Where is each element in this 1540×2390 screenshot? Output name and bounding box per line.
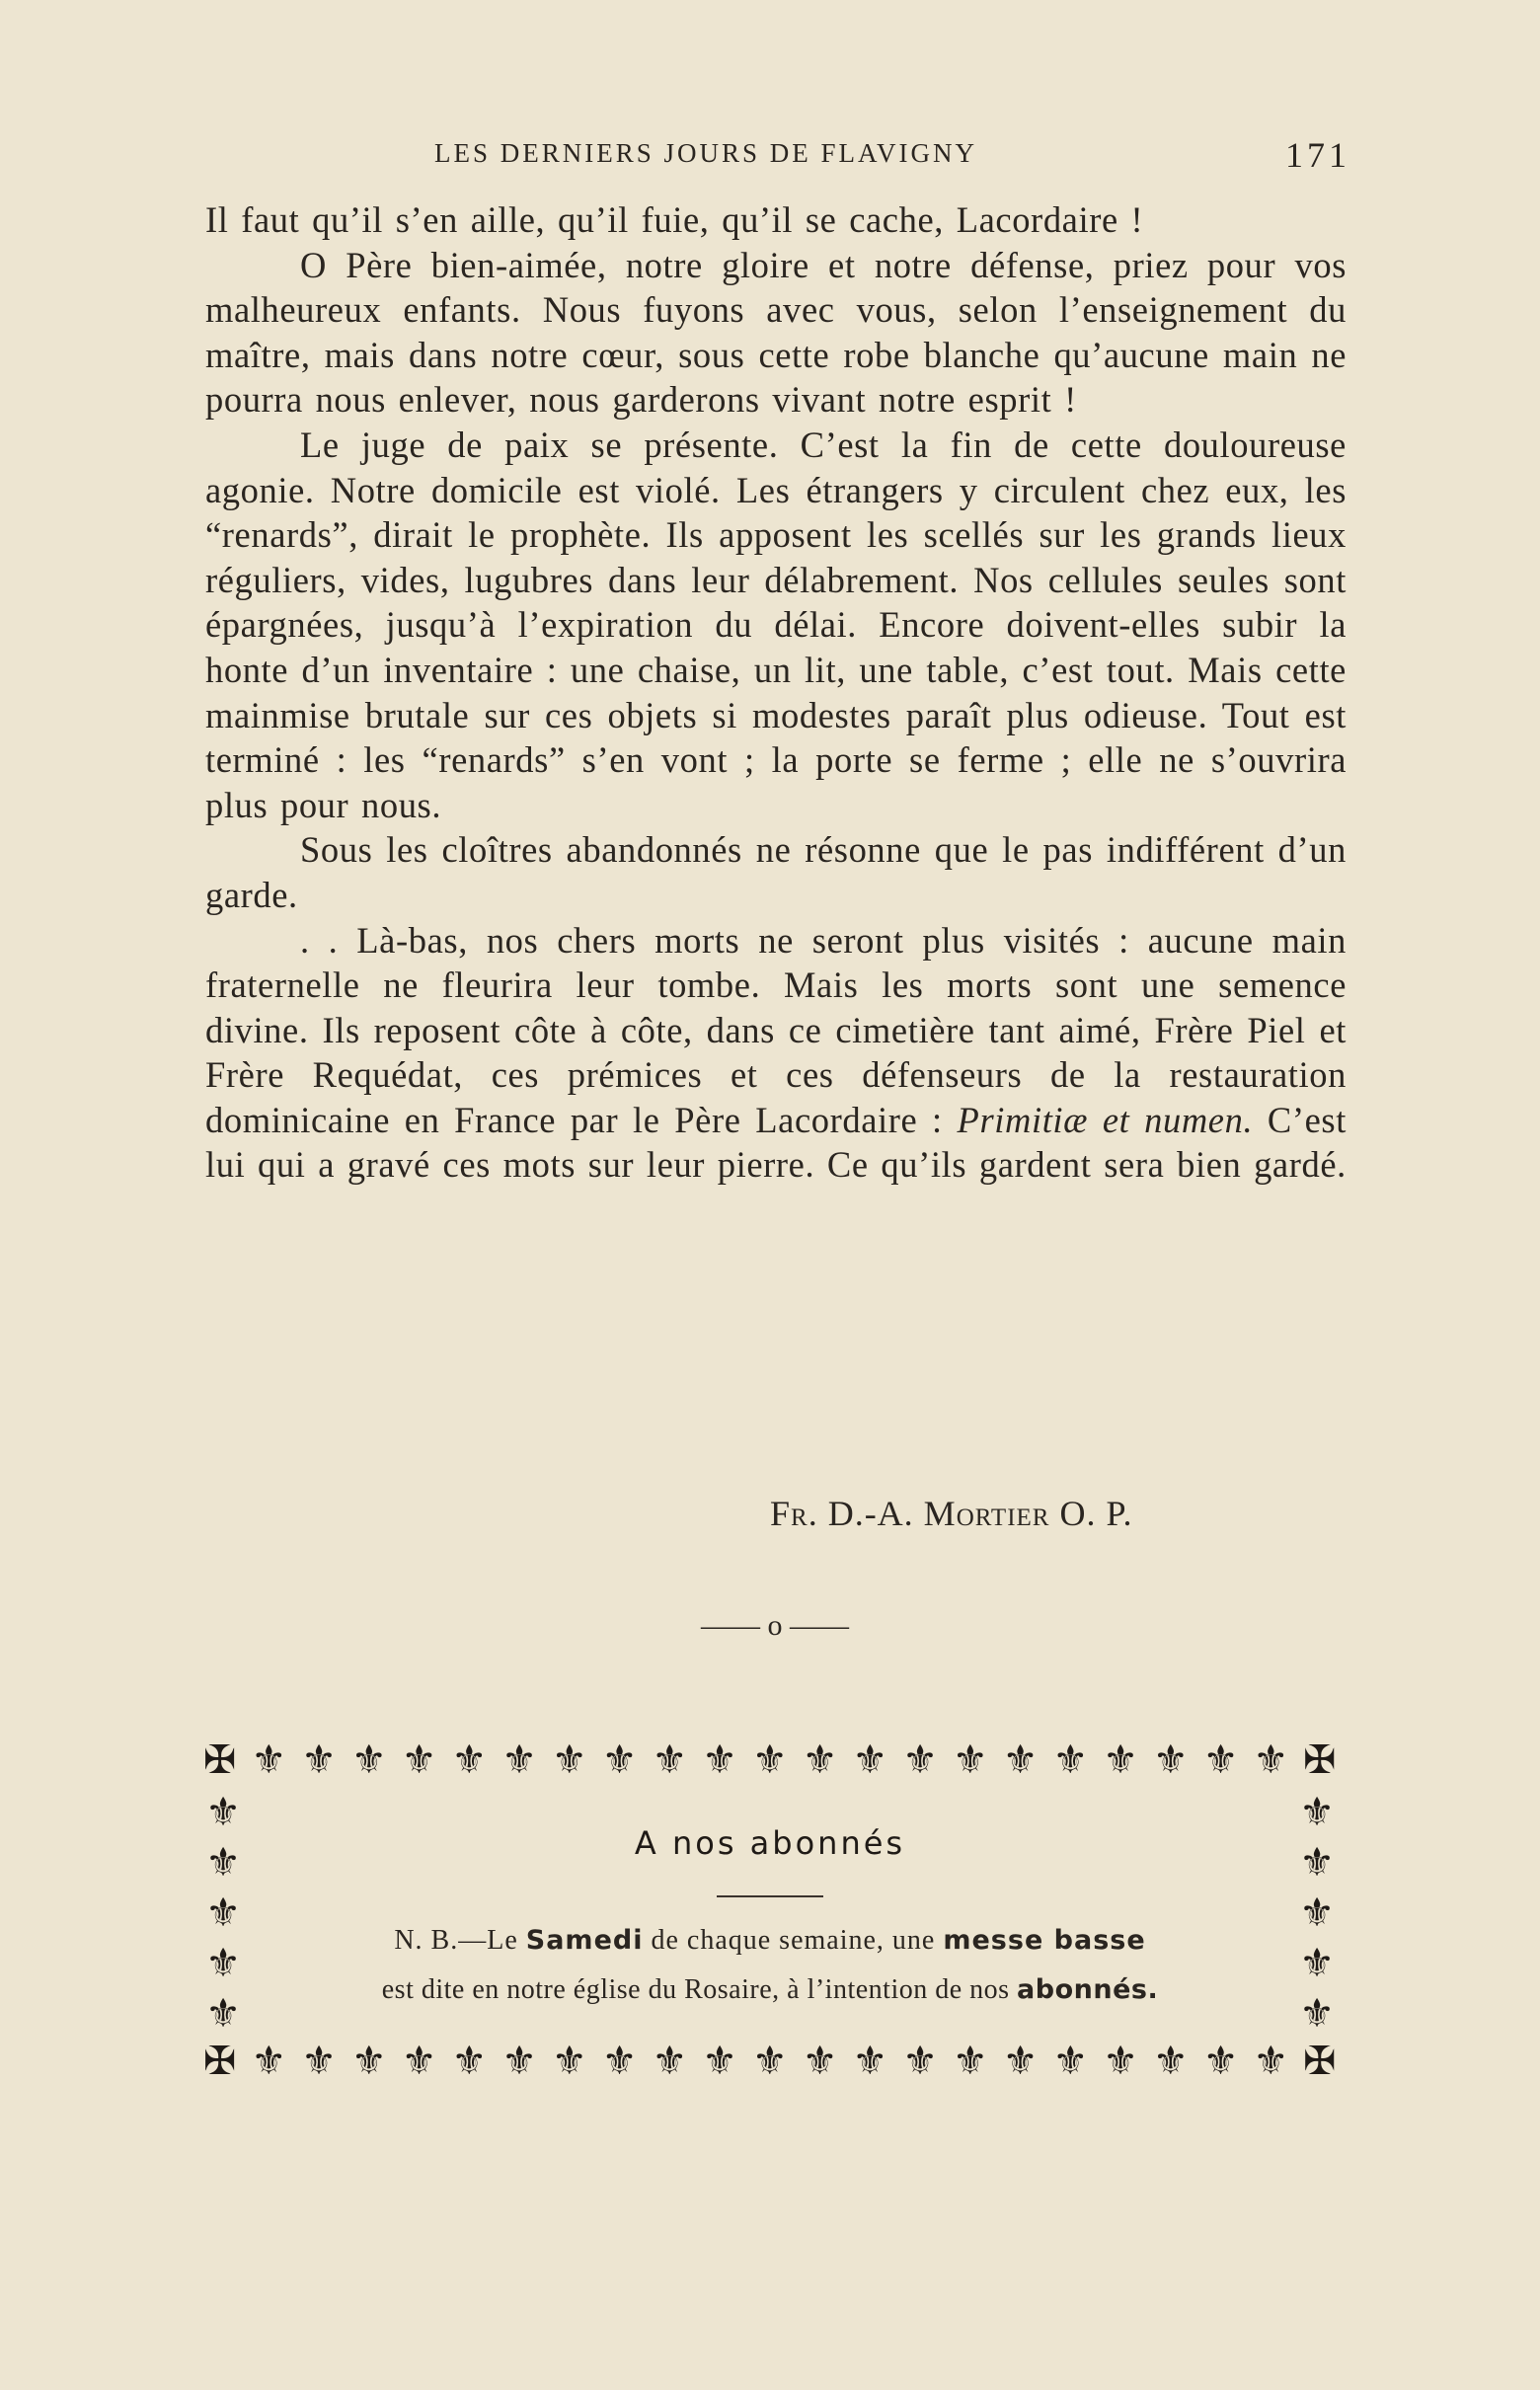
fleur-de-lis-icon: ⚜ xyxy=(1202,1737,1239,1783)
paragraph-1: Il faut qu’il s’en aille, qu’il fuie, qu’il se cache, Lacordaire ! xyxy=(205,199,1144,240)
fleur-de-lis-icon: ⚜ xyxy=(1299,1940,1335,1986)
fleur-de-lis-icon: ⚜ xyxy=(852,2039,888,2084)
fleur-de-lis-icon: ⚜ xyxy=(451,1737,488,1783)
running-head xyxy=(205,135,1350,175)
subscriber-notice xyxy=(203,1737,1337,2088)
fleur-de-lis-icon: ⚜ xyxy=(205,1839,241,1886)
latin-motto: Primitiæ et numen. xyxy=(957,1099,1254,1140)
fleur-de-lis-icon: ⚜ xyxy=(551,2039,587,2084)
fleur-de-lis-icon: ⚜ xyxy=(751,1737,788,1783)
fleur-de-lis-icon: ⚜ xyxy=(601,1737,638,1783)
fleur-de-lis-icon: ⚜ xyxy=(1052,2039,1089,2084)
fleur-de-lis-icon: ⚜ xyxy=(205,1889,241,1936)
nb-label: N. B.—Le xyxy=(394,1925,526,1956)
fleur-de-lis-icon: ⚜ xyxy=(251,2039,287,2084)
notice-divider xyxy=(717,1895,823,1897)
ornament-border-bottom xyxy=(203,2039,1337,2088)
fleur-de-lis-icon: ⚜ xyxy=(205,1990,241,2037)
fleur-de-lis-icon: ⚜ xyxy=(451,2039,488,2084)
fleur-de-lis-icon: ⚜ xyxy=(1253,1737,1289,1783)
notice-title: A nos abonnés xyxy=(634,1824,906,1862)
notice-line-2-text: est dite en notre église du Rosaire, à l’intention de nos xyxy=(381,1974,1018,2005)
fleur-de-lis-icon: ⚜ xyxy=(1299,1990,1335,2037)
paragraph-2: O Père bien-aimée, notre gloire et notre défense, priez pour vos malheureux enfants. Nous fuyons avec vous, selon l’enseignement du maître, mais dans notre cœur, sous cette robe blanche qu’aucune main ne pourra nous enlever, nous garderons vivant notre esprit ! xyxy=(205,244,1347,421)
fleur-de-lis-icon: ⚜ xyxy=(501,1737,538,1783)
fleur-de-lis-icon: ⚜ xyxy=(1152,1737,1189,1783)
corner-ornament-icon: ✠ xyxy=(1303,1737,1337,1783)
fleur-de-lis-icon: ⚜ xyxy=(1002,1737,1039,1783)
fleur-de-lis-icon: ⚜ xyxy=(702,1737,738,1783)
corner-ornament-icon: ✠ xyxy=(203,2039,237,2084)
fleur-de-lis-icon: ⚜ xyxy=(301,1737,338,1783)
fleur-de-lis-icon: ⚜ xyxy=(952,1737,988,1783)
corner-ornament-icon: ✠ xyxy=(203,1737,237,1783)
fleur-de-lis-icon: ⚜ xyxy=(301,2039,338,2084)
fleur-de-lis-icon: ⚜ xyxy=(601,2039,638,2084)
author-signature: Fr. D.-A. Mortier O. P. xyxy=(770,1494,1133,1533)
paragraph-5-end: C’est lui qui a gravé ces mots sur leur pierre. Ce qu’ils gardent sera bien gardé. xyxy=(205,1099,1347,1186)
notice-line-2 xyxy=(263,1974,1277,2006)
fleur-de-lis-icon: ⚜ xyxy=(401,1737,437,1783)
fleur-de-lis-icon: ⚜ xyxy=(802,2039,838,2084)
fleur-de-lis-icon: ⚜ xyxy=(1299,1889,1335,1936)
messe-basse-bold: messe basse xyxy=(943,1925,1146,1956)
fleur-de-lis-icon: ⚜ xyxy=(1103,1737,1139,1783)
abonnes-bold: abonnés. xyxy=(1017,1974,1159,2005)
fleur-de-lis-icon: ⚜ xyxy=(401,2039,437,2084)
page-number: 171 xyxy=(1285,135,1350,175)
fleur-de-lis-icon: ⚜ xyxy=(1103,2039,1139,2084)
fleur-de-lis-icon: ⚜ xyxy=(205,1789,241,1835)
notice-line-1 xyxy=(282,1925,1258,1957)
fleur-de-lis-icon: ⚜ xyxy=(1152,2039,1189,2084)
fleur-de-lis-icon: ⚜ xyxy=(205,1940,241,1986)
fleur-de-lis-icon: ⚜ xyxy=(1202,2039,1239,2084)
corner-ornament-icon: ✠ xyxy=(1303,2039,1337,2084)
fleur-de-lis-icon: ⚜ xyxy=(652,1737,688,1783)
fleur-de-lis-icon: ⚜ xyxy=(1299,1789,1335,1835)
fleur-de-lis-icon: ⚜ xyxy=(802,1737,838,1783)
fleur-de-lis-icon: ⚜ xyxy=(251,1737,287,1783)
fleur-de-lis-icon: ⚜ xyxy=(501,2039,538,2084)
fleur-de-lis-icon: ⚜ xyxy=(1052,1737,1089,1783)
section-separator: —— o —— xyxy=(701,1609,849,1642)
fleur-de-lis-icon: ⚜ xyxy=(350,1737,387,1783)
fleur-de-lis-icon: ⚜ xyxy=(1299,1839,1335,1886)
body-text xyxy=(205,197,1347,1188)
fleur-de-lis-icon: ⚜ xyxy=(852,1737,888,1783)
fleur-de-lis-icon: ⚜ xyxy=(350,2039,387,2084)
fleur-de-lis-icon: ⚜ xyxy=(551,1737,587,1783)
fleur-de-lis-icon: ⚜ xyxy=(902,1737,939,1783)
fleur-de-lis-icon: ⚜ xyxy=(1002,2039,1039,2084)
fleur-de-lis-icon: ⚜ xyxy=(652,2039,688,2084)
fleur-de-lis-icon: ⚜ xyxy=(902,2039,939,2084)
ornament-border-top xyxy=(203,1737,1337,1787)
fleur-de-lis-icon: ⚜ xyxy=(702,2039,738,2084)
paragraph-3: Le juge de paix se présente. C’est la fin de cette douloureuse agonie. Notre domicile est violé. Les étrangers y circulent chez eux, les “renards”, dirait le prophète. Ils apposent les scellés sur les grands lieux réguliers, vides, lugubres dans leur délabrement. Nos cellules seules sont épargnées, jusqu’à l’expiration du délai. Encore doivent-elles subir la honte d’un inventaire : une chaise, un lit, une table, c’est tout. Mais cette mainmise brutale sur ces objets si modestes paraît plus odieuse. Tout est terminé : les “renards” s’en vont ; la porte se ferme ; elle ne s’ouvrira plus pour nous. xyxy=(205,424,1347,825)
paragraph-4: Sous les cloîtres abandonnés ne résonne que le pas indifférent d’un garde. xyxy=(205,829,1347,915)
paragraph-5-start: . . Là-bas, nos chers morts ne seront plus visités : aucune main fraternelle ne fleurira leur tombe. Mais les morts sont une semence divine. Ils reposent côte à côte, dans ce cimetière tant aimé, Frère Piel et Frère Requédat, ces prémices et ces défenseurs de la restauration dominicaine en France par le Père Lacordaire : xyxy=(205,919,1347,1140)
fleur-de-lis-icon: ⚜ xyxy=(952,2039,988,2084)
chapter-title: LES DERNIERS JOURS DE FLAVIGNY xyxy=(434,138,978,168)
paragraph-5 xyxy=(205,918,1347,1189)
fleur-de-lis-icon: ⚜ xyxy=(751,2039,788,2084)
fleur-de-lis-icon: ⚜ xyxy=(1253,2039,1289,2084)
notice-mid-text: de chaque semaine, une xyxy=(643,1925,944,1956)
samedi-bold: Samedi xyxy=(525,1925,644,1956)
